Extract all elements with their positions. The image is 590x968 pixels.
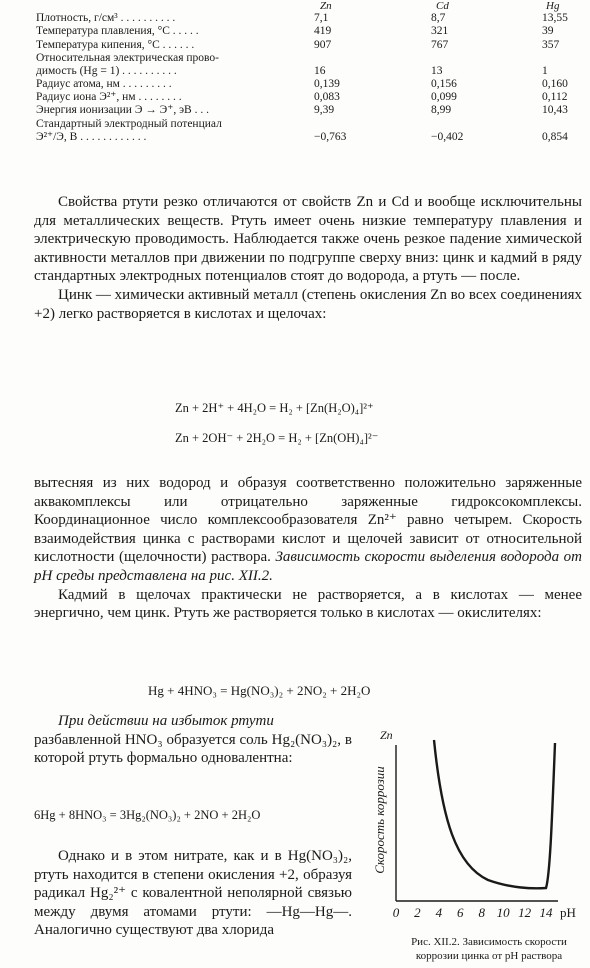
equation-nitric-acid: Hg + 4HNO₃ = Hg(NO₃)₂ + 2NO₂ + 2H₂O bbox=[148, 683, 371, 698]
value-zn: 907 bbox=[314, 38, 332, 51]
paragraph-zinc: Цинк — химически активный металл (степень окисления Zn во всех соединениях +2) легко растворяется в кислотах и щелочах: bbox=[34, 286, 582, 322]
corrosion-curve bbox=[434, 740, 555, 888]
row-label: Температура плавления, °С . . . . . bbox=[36, 25, 199, 38]
value-cd: 0,156 bbox=[431, 77, 457, 90]
equation-acid: Zn + 2H⁺ + 4H₂O = H₂ + [Zn(H₂O)₄]²⁺ bbox=[175, 401, 374, 415]
x-tick-label: 2 bbox=[414, 905, 421, 920]
value-cd: −0,402 bbox=[431, 130, 464, 143]
paragraph-mercury-properties: Свойства ртути резко отличаются от свойств Zn и Cd и вообще исключительны для металлических веществ. Ртуть имеет очень низкие температуру плавления и электрическую проводимость. Наблюдается также очень резкое падение химической активности металлов при движении по подгруппе сверху вниз: цинк и кадмий в ряду стандартных электродных потенциалов стоят до водорода, а ртуть — после. bbox=[34, 194, 582, 285]
corrosion-plot bbox=[360, 725, 588, 925]
row-label: Стандартный электродный потенциал bbox=[36, 117, 222, 130]
value-hg: 0,854 bbox=[542, 130, 568, 143]
row-label: Радиус иона Э²⁺, нм . . . . . . . . bbox=[36, 91, 182, 104]
row-label-continued: димость (Hg = 1) . . . . . . . . . . bbox=[36, 64, 177, 77]
row-label: Плотность, г/см³ . . . . . . . . . . bbox=[36, 12, 176, 24]
paragraph-figure-ref: Зависимость скорости выделения водорода от pH среды представлена на рис. XII.2. bbox=[34, 549, 583, 584]
x-tick-label: 12 bbox=[518, 905, 532, 920]
paragraph-complexes bbox=[34, 474, 582, 586]
paragraph-complexes-text: вытесняя из них водород и образуя соответственно положительно заряженные аквакомплексы или отрицательно заряженные гидроксокомплексы. Координационное число комплексообразователя Zn²⁺ равно четырем. Скорость взаимодействия цинка с растворами кислот и щелочей зависит от относительной кислотности (щелочности) раствора. bbox=[34, 475, 582, 566]
value-cd: 8,99 bbox=[431, 104, 452, 117]
header-zn: Zn bbox=[320, 0, 332, 12]
figure-corrosion-ph bbox=[360, 725, 588, 968]
value-cd: 8,7 bbox=[431, 12, 446, 24]
value-hg: 39 bbox=[542, 25, 554, 38]
table-body bbox=[36, 12, 576, 144]
value-cd: 0,099 bbox=[431, 91, 457, 104]
table-row bbox=[36, 52, 576, 78]
value-zn: 16 bbox=[314, 64, 326, 77]
header-hg: Hg bbox=[546, 0, 560, 12]
row-label: Радиус атома, нм . . . . . . . . . bbox=[36, 77, 172, 90]
value-zn: 0,139 bbox=[314, 77, 340, 90]
value-hg: 13,55 bbox=[542, 12, 568, 24]
text-block-2 bbox=[34, 474, 582, 623]
paragraph-cadmium: Кадмий в щелочах практически не растворяется, а в кислотах — менее энергично, чем цинк. Ртуть же растворяется только в кислотах — окислителях: bbox=[34, 586, 582, 622]
paragraph-mercurous: Однако и в этом нитрате, как и в Hg(NO₃)₂, ртуть находится в степени окисления +2, образуя радикал Hg₂²⁺ с ковалентной неполярной связью между двумя атомами ртути: —Hg—Hg—. Аналогично существуют два хлорида bbox=[34, 848, 352, 939]
table-header bbox=[36, 0, 576, 12]
value-hg: 0,112 bbox=[542, 91, 568, 104]
value-cd: 767 bbox=[431, 38, 449, 51]
table-row bbox=[36, 118, 576, 144]
figure-caption: Рис. XII.2. Зависимость скорости коррозии цинка от pH раствора bbox=[411, 936, 567, 962]
x-tick-label: 10 bbox=[496, 905, 510, 920]
x-tick-label: 8 bbox=[478, 905, 485, 920]
table-row bbox=[36, 78, 576, 91]
table-row bbox=[36, 104, 576, 117]
row-label-continued: Э²⁺/Э, В . . . . . . . . . . . . bbox=[36, 130, 147, 143]
equation-alkali: Zn + 2OH⁻ + 2H₂O = H₂ + [Zn(OH)₄]²⁻ bbox=[175, 431, 379, 445]
y-axis-label: Скорость коррозии bbox=[372, 766, 387, 874]
value-zn: −0,763 bbox=[314, 130, 347, 143]
table-row bbox=[36, 12, 576, 25]
text-block-4 bbox=[34, 847, 352, 940]
header-cd: Cd bbox=[436, 0, 449, 12]
x-tick-label: 6 bbox=[457, 905, 464, 920]
x-axis-unit: pH bbox=[560, 905, 576, 920]
text-block-1 bbox=[34, 193, 582, 323]
row-label: Температура кипения, °С . . . . . . bbox=[36, 38, 195, 51]
row-label: Относительная электрическая прово- bbox=[36, 51, 219, 64]
equation-dilute-nitric: 6Hg + 8HNO₃ = 3Hg₂(NO₃)₂ + 2NO + 2H₂O bbox=[34, 808, 261, 822]
value-zn: 9,39 bbox=[314, 104, 335, 117]
value-zn: 0,083 bbox=[314, 91, 340, 104]
properties-table bbox=[36, 0, 576, 144]
value-cd: 13 bbox=[431, 64, 443, 77]
x-tick-label: 14 bbox=[539, 905, 553, 920]
row-label: Энергия ионизации Э → Э⁺, эВ . . . bbox=[36, 104, 209, 117]
table-row bbox=[36, 39, 576, 52]
value-cd: 321 bbox=[431, 25, 449, 38]
value-zn: 419 bbox=[314, 25, 332, 38]
paragraph-excess-mercury: разбавленной HNO₃ образуется соль Hg₂(NO₃)₂, в которой ртуть формально одновалентна: bbox=[34, 731, 352, 767]
x-tick-label: 4 bbox=[435, 905, 443, 920]
value-hg: 357 bbox=[542, 38, 560, 51]
x-tick-label: 0 bbox=[392, 905, 400, 920]
value-hg: 1 bbox=[542, 64, 548, 77]
table-row bbox=[36, 91, 576, 104]
table-row bbox=[36, 25, 576, 38]
value-zn: 7,1 bbox=[314, 12, 329, 24]
paragraph-excess-mercury-lead: При действии на избыток ртути bbox=[58, 713, 274, 729]
value-hg: 0,160 bbox=[542, 77, 568, 90]
text-block-3 bbox=[34, 712, 352, 768]
y-axis-unit: Zn bbox=[380, 728, 393, 742]
value-hg: 10,43 bbox=[542, 104, 568, 117]
